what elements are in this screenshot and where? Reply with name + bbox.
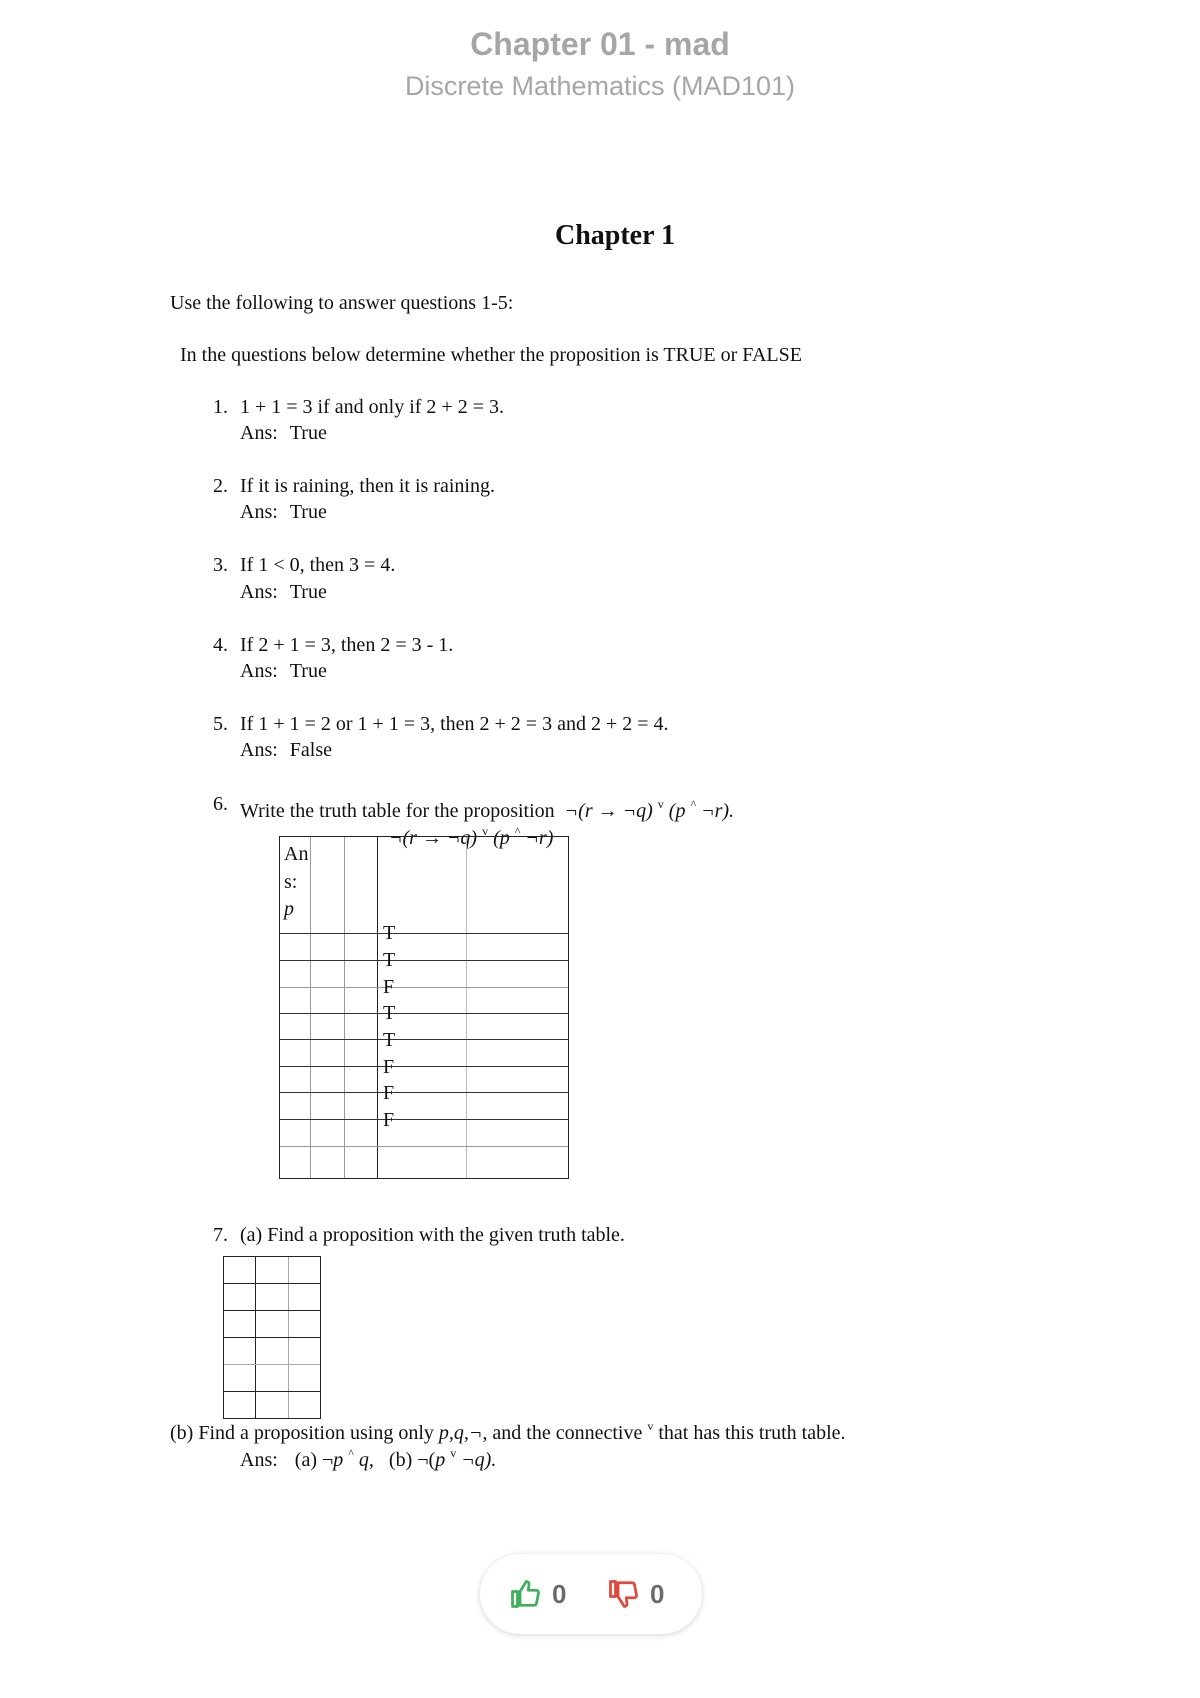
question-text: If 2 + 1 = 3, then 2 = 3 - 1. — [240, 634, 454, 656]
table-divider — [310, 837, 311, 1178]
answer-line — [240, 737, 332, 763]
answer-variable: p — [333, 1449, 344, 1471]
truth-value: T — [383, 922, 396, 944]
question-7b-variables: p,q,¬, — [438, 1422, 488, 1444]
answer-value: False — [289, 739, 333, 761]
or-symbol: v — [482, 824, 489, 838]
table-divider — [280, 1013, 568, 1014]
question-text: If 1 < 0, then 3 = 4. — [240, 554, 396, 576]
truth-value: T — [383, 1002, 396, 1024]
question-text: 1 + 1 = 3 if and only if 2 + 2 = 3. — [240, 396, 504, 418]
question-7b-part: (b) Find a proposition using only — [170, 1422, 434, 1444]
question-number: 3. — [213, 554, 228, 576]
truth-value: T — [383, 1029, 396, 1051]
answer-line — [240, 579, 327, 605]
vote-widget — [480, 1554, 702, 1634]
answer-line — [240, 499, 327, 525]
answer-value: True — [289, 581, 327, 603]
formula-part: ¬r). — [701, 800, 735, 822]
or-symbol: v — [450, 1446, 457, 1460]
answer-variable: p — [435, 1449, 446, 1471]
instructions-text: In the questions below determine whether the proposition is TRUE or FALSE — [180, 344, 802, 366]
table-divider — [466, 837, 467, 1178]
answer-label: Ans: — [240, 739, 278, 761]
table-divider — [377, 837, 378, 1178]
answer-label: Ans: — [240, 422, 278, 444]
question-6-prompt: Write the truth table for the proposition — [240, 800, 555, 822]
thumbs-up-icon — [510, 1579, 540, 1609]
truth-table — [279, 836, 569, 1179]
table-divider — [224, 1283, 320, 1284]
question-number: 6. — [213, 793, 228, 815]
table-divider — [280, 960, 568, 961]
truth-value: T — [383, 949, 396, 971]
answer-part: (a) ¬ — [294, 1449, 334, 1471]
table-divider — [280, 1039, 568, 1040]
question-7a-text: (a) Find a proposition with the given truth table. — [240, 1224, 625, 1246]
formula-part: ¬(r → ¬q) — [389, 827, 478, 849]
answer-line — [240, 658, 327, 684]
question-7b-part: and the connective — [492, 1422, 643, 1444]
answer-value: True — [289, 660, 327, 682]
question-number: 2. — [213, 475, 228, 497]
truth-value: F — [383, 976, 395, 998]
answer-part: (b) ¬( — [388, 1449, 436, 1471]
truth-table — [223, 1256, 321, 1419]
table-divider — [280, 1119, 568, 1120]
table-divider — [280, 1092, 568, 1093]
chapter-heading: Chapter 1 — [554, 220, 676, 251]
question-text: If 1 + 1 = 2 or 1 + 1 = 3, then 2 + 2 = 3 and 2 + 2 = 4. — [240, 713, 669, 735]
answer-value: True — [289, 422, 327, 444]
truth-value: F — [383, 1109, 395, 1131]
table-divider — [280, 1146, 568, 1147]
downvote-button[interactable] — [608, 1576, 664, 1612]
question-7b-part: that has this truth table. — [658, 1422, 846, 1444]
formula-part: ¬r) — [525, 827, 554, 849]
or-symbol: v — [657, 797, 664, 811]
question-number: 4. — [213, 634, 228, 656]
upvote-count: 0 — [552, 1578, 567, 1609]
course-name: Discrete Mathematics (MAD101) — [404, 71, 796, 101]
answer-label: Ans: — [240, 660, 278, 682]
and-symbol: ^ — [690, 797, 697, 811]
table-divider — [224, 1364, 320, 1365]
question-number: 1. — [213, 396, 228, 418]
thumbs-down-icon — [608, 1579, 638, 1609]
and-symbol: ^ — [348, 1446, 354, 1460]
answer-label: Ans: — [240, 1449, 278, 1471]
answer-line — [240, 420, 327, 446]
table-divider — [224, 1391, 320, 1392]
answer-value: True — [289, 501, 327, 523]
table-divider — [280, 1066, 568, 1067]
or-symbol: v — [647, 1419, 654, 1433]
table-divider — [224, 1310, 320, 1311]
formula-part: (p — [493, 827, 510, 849]
answer-line — [240, 1440, 496, 1473]
table-divider — [280, 933, 568, 934]
table-header-label: An — [284, 843, 309, 865]
and-symbol: ^ — [514, 824, 521, 838]
document-title: Chapter 01 - mad — [470, 26, 730, 62]
truth-value: F — [383, 1082, 395, 1104]
formula-part: (p — [668, 800, 686, 822]
truth-value: F — [383, 1056, 395, 1078]
table-divider — [344, 837, 345, 1178]
answer-label: Ans: — [240, 501, 278, 523]
table-header-label: s: — [284, 871, 298, 893]
formula-part: ¬(r → ¬q) — [564, 800, 653, 822]
question-text: If it is raining, then it is raining. — [240, 475, 495, 497]
answer-variable: q, — [358, 1449, 374, 1471]
answer-part: ¬q). — [461, 1449, 497, 1471]
table-divider — [280, 987, 568, 988]
table-divider — [224, 1337, 320, 1338]
question-number: 5. — [213, 713, 228, 735]
intro-text: Use the following to answer questions 1-5: — [170, 292, 514, 314]
upvote-button[interactable] — [510, 1576, 566, 1612]
question-number: 7. — [213, 1224, 228, 1246]
table-header-variable: p — [284, 898, 294, 920]
downvote-count: 0 — [650, 1578, 665, 1609]
answer-label: Ans: — [240, 581, 278, 603]
